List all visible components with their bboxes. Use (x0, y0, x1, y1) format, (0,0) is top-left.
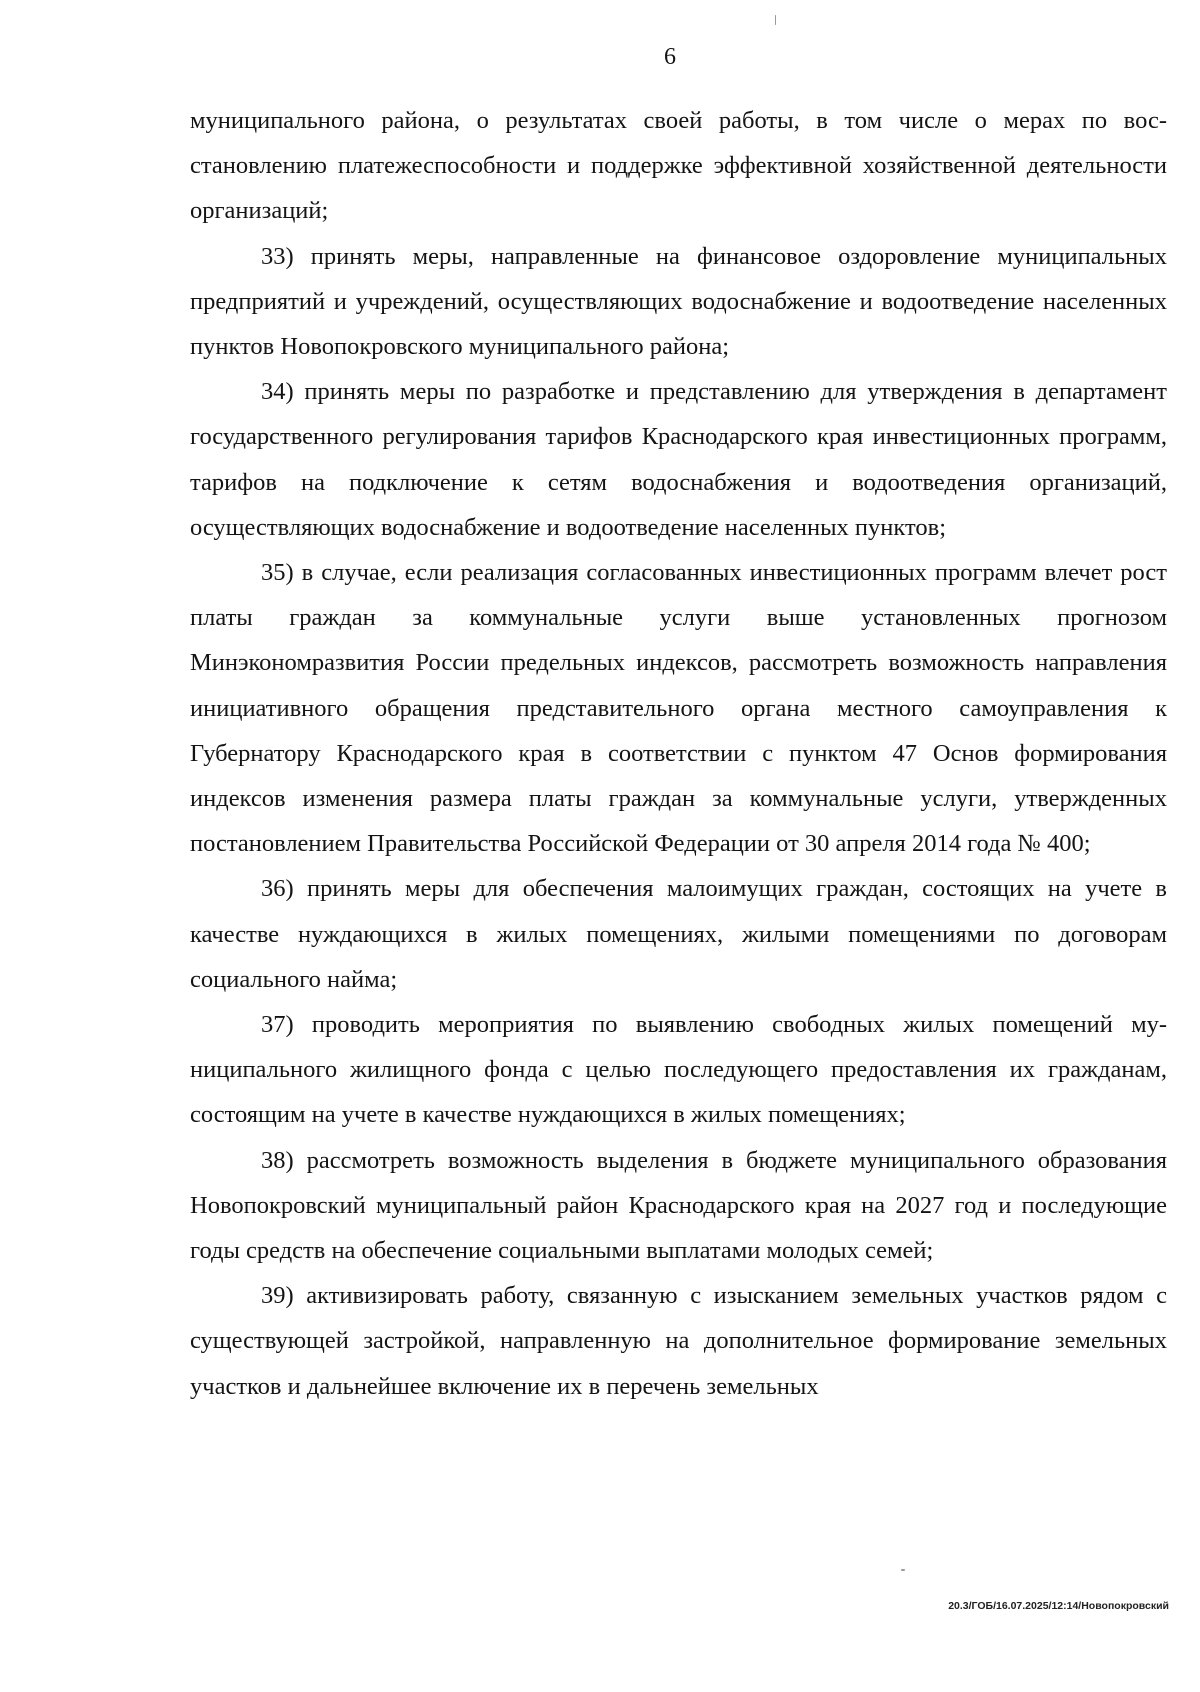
paragraph-item-34: 34) принять меры по разработке и представлению для утверждения в департамент государственного регулирования тарифов Краснодарского края инвестиционных программ, тарифов на подключение к сетям водоснабжения и водоотведения организаций, осуществляющих водоснабжение и водоотведение населенных пунктов; (190, 378, 1167, 541)
page-number: 6 (664, 44, 676, 70)
paragraph-item-37: 37) проводить мероприятия по выявлению свободных жилых помещений муниципального жилищного фонда с целью последующего предоставления их гражданам, состоящим на учете в качестве нуждающихся в жилых помещениях; (190, 1011, 1167, 1129)
scan-speck (775, 15, 776, 25)
document-stamp-footer: 20.3/ГОБ/16.07.2025/12:14/Новопокровский (948, 1600, 1169, 1612)
paragraph-continuation: муниципального района, о результатах своей работы, в том числе о мерах по восстановлению платежеспособности и поддержке эффективной хозяйственной деятельности организаций; (190, 107, 1167, 225)
paragraph-item-35: 35) в случае, если реализация согласованных инвестиционных программ влечет рост платы граждан за коммунальные услуги выше установленных прогнозом Минэкономразвития России предельных индексов, рассмотреть возможность направления инициативного обращения представительного органа местного самоуправления к Губернатору Краснодарского края в соответствии с пунктом 47 Основ формирования индексов изменения размера платы граждан за коммунальные услуги, утвержденных постановлением Правительства Российской Федерации от 30 апреля 2014 года № 400; (190, 559, 1167, 858)
document-body (190, 98, 1167, 1409)
paragraph-item-38: 38) рассмотреть возможность выделения в бюджете муниципального образования Новопокровский муниципальный район Краснодарского края на 2027 год и последующие годы средств на обеспечение социальными выплатами молодых семей; (190, 1146, 1167, 1265)
paragraph-item-33: 33) принять меры, направленные на финансовое оздоровление муниципальных предприятий и учреждений, осуществляющих водоснабжение и водоотведение населенных пунктов Новопокровского муниципального района; (190, 242, 1167, 361)
paragraph-item-39: 39) активизировать работу, связанную с изысканием земельных участков рядом с существующей застройкой, направленную на дополнительное формирование земельных участков и дальнейшее включение их в перечень земельных (190, 1282, 1167, 1400)
paragraph-item-36: 36) принять меры для обеспечения малоимущих граждан, состоящих на учете в качестве нуждающихся в жилых помещениях, жилыми помещениями по договорам социального найма; (190, 875, 1167, 993)
scan-speck (901, 1569, 905, 1571)
